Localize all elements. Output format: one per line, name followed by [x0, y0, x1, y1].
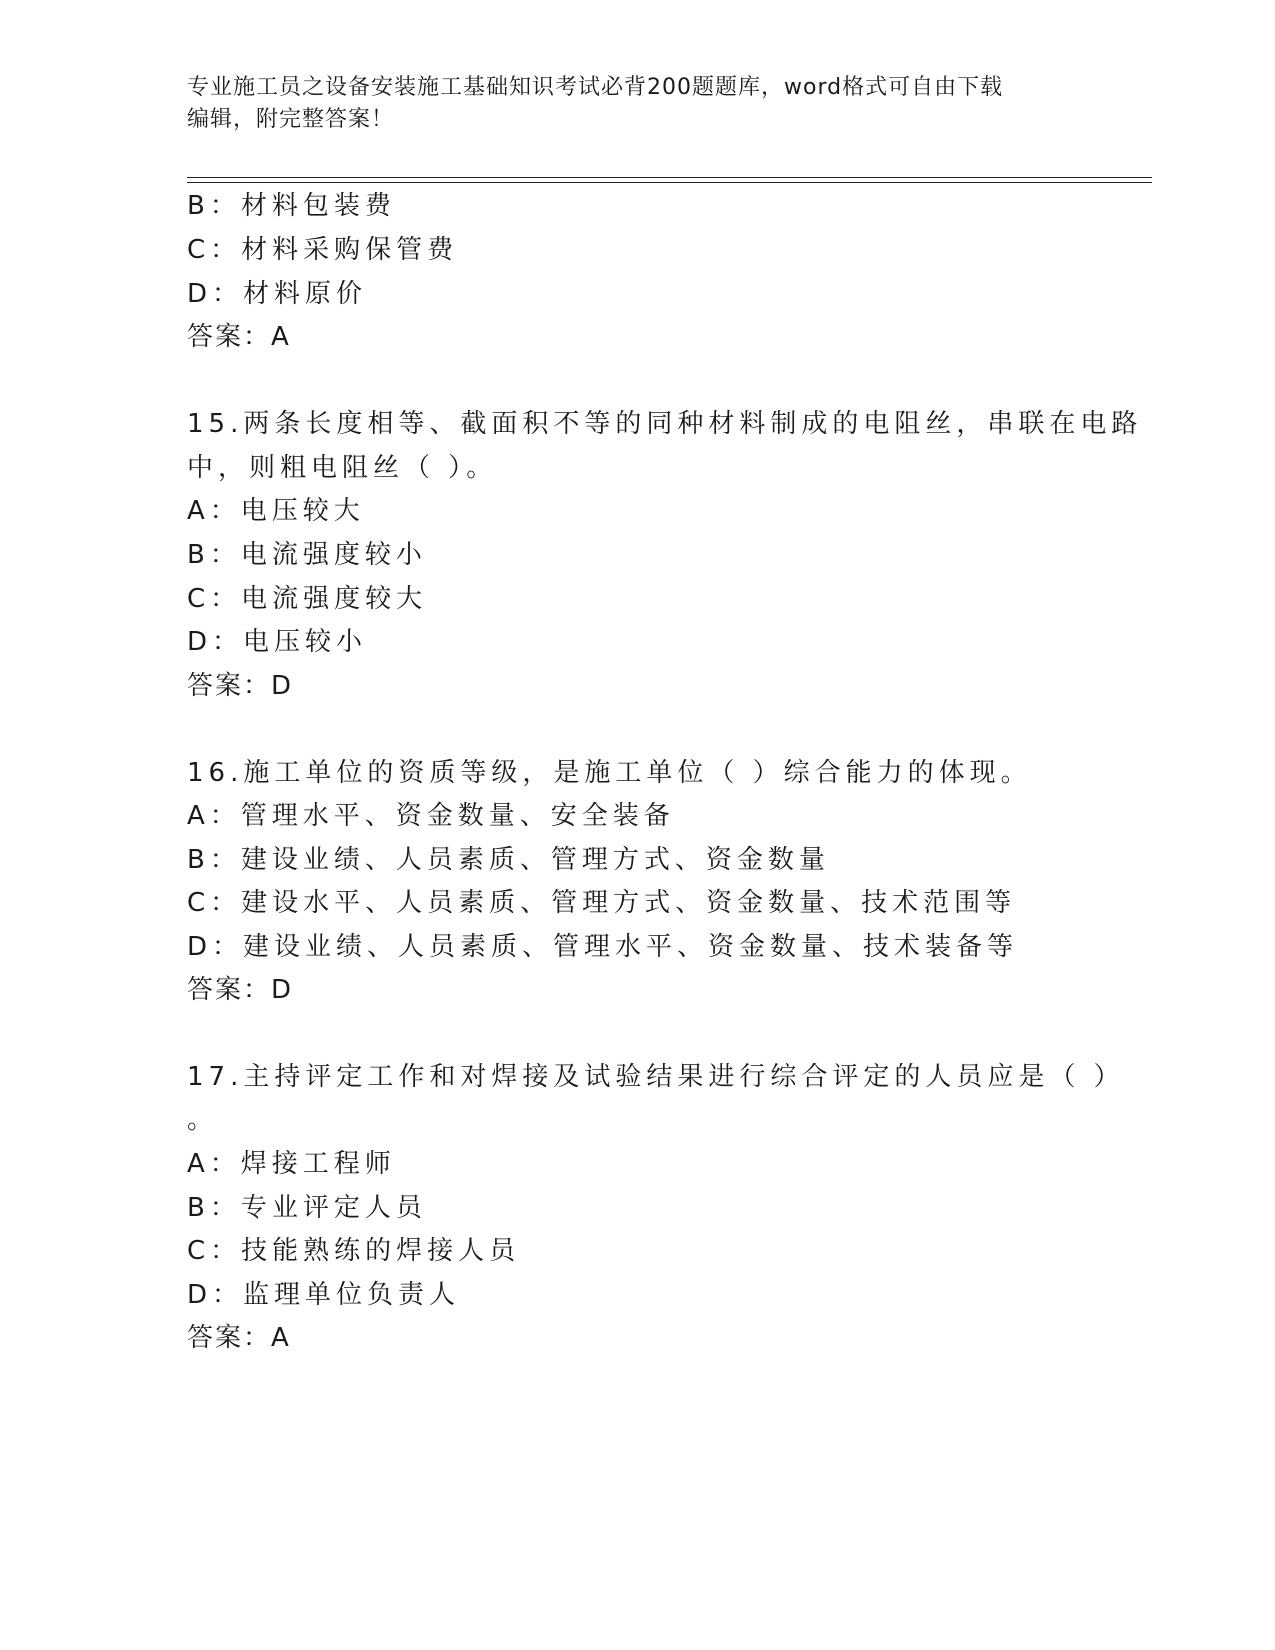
- q15-option-c: C：电流强度较大: [187, 584, 428, 614]
- q16-question-line-1: 16.施工单位的资质等级，是施工单位（ ）综合能力的体现。: [187, 758, 1032, 788]
- q15-question-line-2: 中，则粗电阻丝（ ）。: [187, 453, 498, 483]
- q17-option-d: D：监理单位负责人: [187, 1280, 461, 1310]
- header-line-2: 编辑，附完整答案！: [187, 107, 395, 132]
- q15-option-a: A：电压较大: [187, 496, 365, 526]
- q16-option-d: D：建设业绩、人员素质、管理水平、资金数量、技术装备等: [187, 932, 1019, 962]
- q14-option-d: D：材料原价: [187, 279, 368, 309]
- q15-option-b: B：电流强度较小: [187, 540, 427, 570]
- header-divider-bottom: [187, 182, 1152, 183]
- q17-option-a: A：焊接工程师: [187, 1149, 396, 1179]
- q15-question-line-1: 15.两条长度相等、截面积不等的同种材料制成的电阻丝，串联在电路: [187, 409, 1143, 439]
- q17-question-line-1: 17.主持评定工作和对焊接及试验结果进行综合评定的人员应是（ ）: [187, 1062, 1125, 1092]
- q17-option-b: B：专业评定人员: [187, 1193, 427, 1223]
- q17-option-c: C：技能熟练的焊接人员: [187, 1236, 521, 1266]
- q15-answer: 答案：D: [187, 671, 294, 701]
- q17-answer: 答案：A: [187, 1323, 291, 1353]
- q16-answer: 答案：D: [187, 975, 294, 1005]
- q16-option-a: A：管理水平、资金数量、安全装备: [187, 801, 675, 831]
- q16-option-c: C：建设水平、人员素质、管理方式、资金数量、技术范围等: [187, 888, 1017, 918]
- document-header: [187, 72, 1087, 136]
- header-line-1: 专业施工员之设备安装施工基础知识考试必背200题题库，word格式可自由下载: [187, 75, 1004, 100]
- q17-question-line-2: 。: [187, 1105, 219, 1135]
- q14-answer: 答案：A: [187, 322, 291, 352]
- q14-option-b: B：材料包装费: [187, 191, 396, 221]
- q15-option-d: D：电压较小: [187, 627, 368, 657]
- q14-option-c: C：材料采购保管费: [187, 235, 459, 265]
- q16-option-b: B：建设业绩、人员素质、管理方式、资金数量: [187, 845, 830, 875]
- header-divider-top: [187, 177, 1152, 178]
